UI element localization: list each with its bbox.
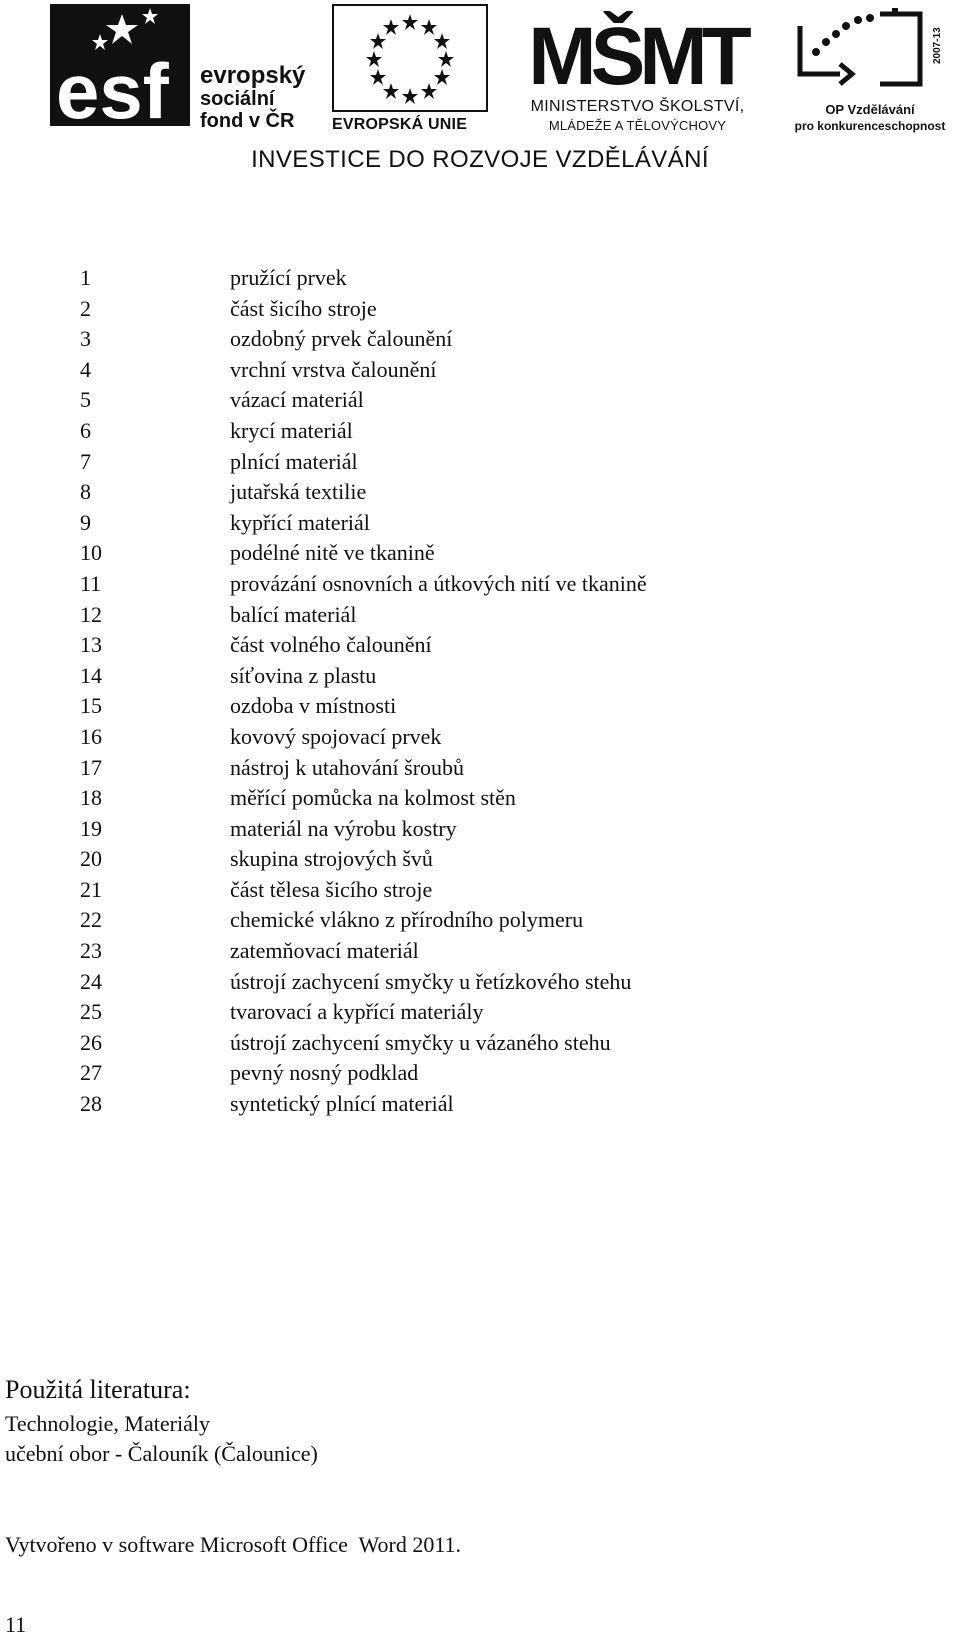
list-item: [80, 294, 900, 325]
eu-label: EVROPSKÁ UNIE: [332, 116, 468, 133]
list-item-number: 27: [80, 1060, 102, 1086]
list-item: [80, 508, 900, 539]
list-item-text: pružící prvek: [230, 265, 347, 290]
msmt-label-line1: MINISTERSTVO ŠKOLSTVÍ,: [530, 98, 745, 115]
op-label-line2: pro konkurenceschopnost: [794, 119, 946, 133]
list-item-text: syntetický plnící materiál: [230, 1091, 454, 1117]
list-item: [80, 661, 900, 692]
list-item-number: 15: [80, 693, 102, 719]
list-item: [80, 324, 900, 355]
list-item-text: síťovina z plastu: [230, 662, 377, 688]
list-item-number: 26: [80, 1029, 102, 1055]
list-item-text: provázání osnovních a útkových nití ve tkanině: [230, 570, 647, 596]
list-item-text: nástroj k utahování šroubů: [230, 754, 465, 780]
list-item-number: 23: [80, 938, 102, 964]
list-item-number: 3: [80, 326, 91, 352]
literature-line2: učební obor - Čalouník (Čalounice): [5, 1441, 318, 1466]
list-item-text: vrchní vrstva čalounění: [230, 356, 437, 382]
list-item-text: kovový spojovací prvek: [230, 723, 442, 749]
list-item-text: jutařská textilie: [230, 479, 367, 505]
msmt-label-line2: MLÁDEŽE A TĚLOVÝCHOVY: [548, 118, 727, 133]
list-item-text: krycí materiál: [230, 417, 353, 443]
list-item-number: 13: [80, 632, 102, 658]
header-logos: [0, 0, 960, 185]
list-item-number: 21: [80, 876, 102, 902]
list-item: [80, 1089, 900, 1120]
list-item-text: ústrojí zachycení smyčky u vázaného stehu: [230, 1029, 611, 1055]
esf-caption-line2: sociální: [200, 88, 275, 110]
list-item: [80, 538, 900, 569]
list-item-number: 12: [80, 601, 102, 627]
list-item: [80, 600, 900, 631]
list-item-text: měřící pomůcka na kolmost stěn: [230, 785, 516, 811]
list-item-text: část tělesa šicího stroje: [230, 876, 433, 902]
list-item-number: 14: [80, 662, 102, 688]
msmt-logo-letters: MŠMT: [528, 11, 746, 96]
msmt-emblem: [500, 4, 775, 96]
list-item-number: 10: [80, 540, 102, 566]
created-with-note: Vytvořeno v software Microsoft Office Word 2011.: [5, 1532, 462, 1557]
list-item-number: 1: [80, 265, 91, 290]
list-item: [80, 814, 900, 845]
literature-heading: Použitá literatura:: [5, 1375, 191, 1404]
op-emblem: [780, 4, 960, 100]
list-item-number: 28: [80, 1091, 102, 1117]
eu-flag-icon: [332, 4, 488, 112]
list-item-text: ozdoba v místnosti: [230, 693, 397, 719]
list-item-text: ozdobný prvek čalounění: [230, 326, 453, 352]
list-item: [80, 263, 900, 294]
list-item-text: skupina strojových švů: [230, 846, 433, 872]
list-item-number: 6: [80, 417, 91, 443]
list-item-number: 22: [80, 907, 102, 933]
list-item-number: 4: [80, 356, 91, 382]
terms-list: [80, 263, 900, 1120]
msmt-logo: [500, 4, 775, 136]
list-item: [80, 447, 900, 478]
literature-line1: Technologie, Materiály: [5, 1411, 210, 1436]
op-label-line1: OP Vzdělávání: [825, 102, 915, 117]
list-item-text: část volného čalounění: [230, 632, 432, 658]
list-item-text: balící materiál: [230, 601, 357, 627]
list-item-number: 5: [80, 387, 91, 413]
list-item-number: 2: [80, 295, 91, 321]
list-item-text: kypřící materiál: [230, 509, 370, 535]
list-item-number: 7: [80, 448, 91, 474]
list-item-text: část šicího stroje: [230, 295, 377, 321]
list-item: [80, 691, 900, 722]
list-item: [80, 630, 900, 661]
slogan: INVESTICE DO ROZVOJE VZDĚLÁVÁNÍ: [251, 146, 709, 173]
esf-logo-letters: esf: [56, 47, 169, 132]
list-item-number: 8: [80, 479, 91, 505]
list-item: [80, 783, 900, 814]
list-item: [80, 967, 900, 998]
list-item-text: podélné nitě ve tkanině: [230, 540, 435, 566]
list-item: [80, 385, 900, 416]
list-item-number: 25: [80, 999, 102, 1025]
list-item-number: 24: [80, 968, 102, 994]
list-item: [80, 722, 900, 753]
list-item-number: 16: [80, 723, 102, 749]
eu-stars-icon: [334, 6, 486, 110]
list-item: [80, 1058, 900, 1089]
esf-caption-line1: evropský: [200, 62, 306, 89]
list-item: [80, 997, 900, 1028]
list-item: [80, 477, 900, 508]
list-item-text: vázací materiál: [230, 387, 364, 413]
list-item: [80, 355, 900, 386]
list-item: [80, 844, 900, 875]
list-item-number: 11: [80, 570, 102, 596]
list-item-number: 19: [80, 815, 102, 841]
esf-emblem: [50, 4, 200, 132]
list-item: [80, 569, 900, 600]
list-item-text: tvarovací a kypřící materiály: [230, 999, 484, 1025]
list-item-number: 9: [80, 509, 91, 535]
esf-logo: [50, 4, 318, 136]
esf-caption-line3: fond v ČR: [200, 110, 295, 132]
list-item: [80, 905, 900, 936]
list-item: [80, 875, 900, 906]
list-item-number: 18: [80, 785, 102, 811]
eu-logo: [332, 4, 492, 136]
list-item-text: ústrojí zachycení smyčky u řetízkového stehu: [230, 968, 632, 994]
list-item-text: plnící materiál: [230, 448, 358, 474]
page-number: 11: [5, 1612, 27, 1637]
list-item-text: zatemňovací materiál: [230, 938, 419, 964]
list-item: [80, 1028, 900, 1059]
list-item-text: pevný nosný podklad: [230, 1060, 419, 1086]
esf-caption: [200, 64, 305, 132]
list-item-number: 20: [80, 846, 102, 872]
list-item-text: chemické vlákno z přírodního polymeru: [230, 907, 584, 933]
list-item: [80, 753, 900, 784]
list-item-text: materiál na výrobu kostry: [230, 815, 457, 841]
list-item-number: 17: [80, 754, 102, 780]
list-item: [80, 416, 900, 447]
op-logo: [780, 4, 960, 136]
list-item: [80, 936, 900, 967]
op-side-text: 2007-13: [932, 27, 943, 64]
